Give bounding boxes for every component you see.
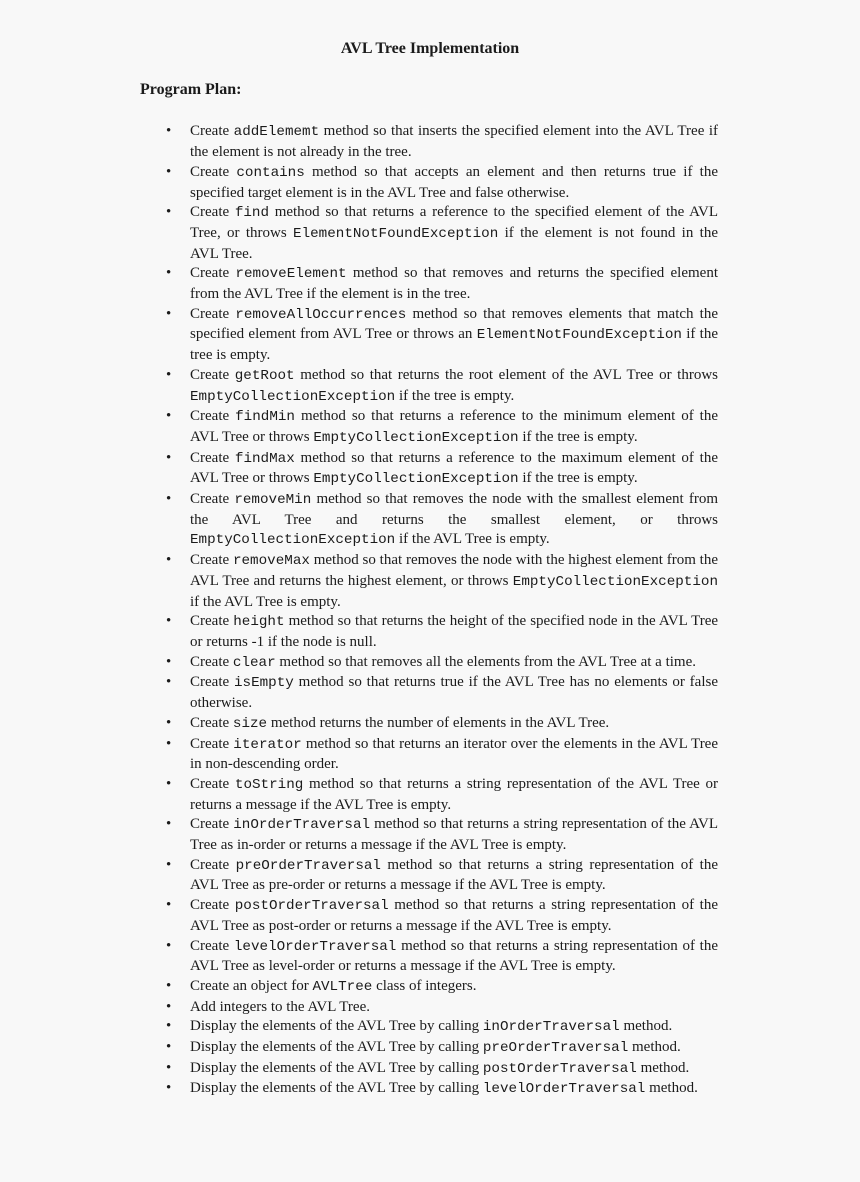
code-segment: removeMax (232, 553, 310, 570)
text-segment: method so that removes and returns the specified element from the AVL Tree if the element is in the tree. (190, 265, 719, 303)
code-segment: postOrderTraversal (234, 898, 389, 915)
text-segment: Create (190, 674, 234, 691)
code-segment: levelOrderTraversal (233, 938, 397, 955)
section-heading: Program Plan: (140, 80, 242, 98)
code-segment: ElementNotFoundException (293, 225, 499, 242)
text-segment: method. (619, 1018, 673, 1035)
text-segment: method so that returns a string representation of the AVL Tree as pre-order or returns a message if the AVL Tree is empty. (190, 856, 719, 894)
text-segment: method so that returns a string representation of the AVL Tree as level-order or returns a message if the AVL Tree is empty. (190, 937, 718, 975)
text-segment: method. (628, 1039, 681, 1056)
text-segment: if the tree is empty. (518, 470, 638, 487)
code-segment: EmptyCollectionException (313, 429, 519, 446)
code-segment: postOrderTraversal (482, 1060, 637, 1077)
code-segment: removeAllOccurrences (235, 306, 407, 323)
list-item (190, 305, 718, 366)
page-title: AVL Tree Implementation (340, 40, 520, 57)
text-segment: Create (190, 491, 235, 508)
list-item (190, 735, 718, 775)
list-item (190, 856, 718, 896)
list-item (190, 1059, 718, 1080)
text-segment: Create (190, 366, 235, 383)
list-item (190, 1079, 718, 1100)
text-segment: method so that returns an iterator over the elements in the AVL Tree in non-descending order. (190, 735, 719, 773)
code-segment: preOrderTraversal (235, 857, 381, 874)
program-plan-list (190, 122, 718, 1100)
text-segment: Create (190, 552, 233, 569)
text-segment: method so that returns the root element of the AVL Tree or throws (294, 366, 718, 383)
list-item (190, 998, 718, 1018)
text-segment: method so that returns the height of the specified node in the AVL Tree or returns -1 if the node is null. (190, 613, 719, 650)
code-segment: clear (232, 654, 276, 671)
list-item (190, 203, 718, 264)
code-segment: removeMin (234, 492, 312, 509)
code-segment: removeElement (235, 266, 347, 283)
text-segment: Create (190, 653, 233, 670)
text-segment: Display the elements of the AVL Tree by calling (190, 1018, 483, 1035)
list-item (190, 937, 718, 977)
text-segment: Create (190, 714, 233, 731)
text-segment: if the AVL Tree is empty. (190, 593, 341, 610)
text-segment: Create (190, 856, 236, 873)
code-segment: height (233, 614, 285, 631)
list-item (190, 122, 718, 162)
code-segment: inOrderTraversal (482, 1019, 620, 1036)
code-segment: size (232, 715, 268, 732)
code-segment: find (234, 205, 270, 222)
text-segment: Create (190, 816, 234, 833)
text-segment: class of integers. (372, 977, 477, 994)
text-segment: Create (190, 449, 235, 466)
code-segment: getRoot (234, 367, 295, 384)
code-segment: findMax (234, 450, 295, 467)
text-segment: Create (190, 123, 234, 140)
code-segment: levelOrderTraversal (482, 1081, 646, 1098)
text-segment: Create (190, 265, 236, 282)
text-segment: if the AVL Tree is empty. (395, 531, 550, 548)
text-segment: Create (190, 937, 234, 954)
list-item (190, 977, 718, 998)
list-item (190, 896, 718, 936)
text-segment: method so that removes the node with the smallest element from the AVL Tree and returns the smallest element, or throws (190, 491, 718, 528)
code-segment: AVLTree (312, 978, 373, 995)
code-segment: toString (234, 776, 304, 793)
text-segment: Display the elements of the AVL Tree by calling (190, 1039, 483, 1056)
text-segment: method so that returns true if the AVL Tree has no elements or false otherwise. (190, 674, 718, 712)
code-segment: iterator (233, 736, 302, 753)
text-segment: Display the elements of the AVL Tree by calling (190, 1080, 483, 1097)
list-item (190, 163, 718, 203)
text-segment: if the element is not found in the AVL Tree. (190, 224, 718, 262)
list-item (190, 815, 718, 855)
text-segment: method so that returns a reference to the maximum element of the AVL Tree or throws (190, 449, 718, 487)
text-segment: if the tree is empty. (518, 428, 638, 445)
text-segment: method so that returns a reference to the minimum element of the AVL Tree or throws (190, 408, 718, 445)
code-segment: EmptyCollectionException (190, 388, 396, 405)
list-item (190, 551, 718, 612)
code-segment: addElememt (233, 124, 320, 141)
list-item (190, 1038, 718, 1059)
text-segment: method so that returns a string representation of the AVL Tree as post-order or returns a message if the AVL Tree is empty. (190, 897, 718, 934)
text-segment: method so that returns a reference to the specified element of the AVL Tree, or throws (190, 204, 719, 241)
code-segment: preOrderTraversal (482, 1040, 629, 1057)
list-item (190, 775, 718, 815)
code-segment: contains (236, 164, 305, 181)
list-item (190, 407, 718, 448)
text-segment: method so that returns a string representation of the AVL Tree or returns a message if the AVL Tree is empty. (190, 775, 719, 813)
code-segment: ElementNotFoundException (476, 327, 682, 344)
list-item (190, 490, 718, 551)
text-segment: Create an object for (190, 977, 313, 994)
text-segment: method returns the number of elements in the AVL Tree. (267, 714, 610, 731)
code-segment: inOrderTraversal (233, 817, 371, 834)
code-segment: EmptyCollectionException (512, 573, 718, 590)
text-segment: method so that returns a string representation of the AVL Tree as in-order or returns a message if the AVL Tree is empty. (190, 816, 719, 854)
text-segment: method so that removes elements that match the specified element from AVL Tree or throws an (190, 305, 718, 343)
text-segment: method so that removes the node with the highest element from the AVL Tree and returns the highest element, or throws (190, 552, 719, 589)
list-item (190, 366, 718, 407)
text-segment: Create (190, 204, 235, 221)
code-segment: isEmpty (233, 675, 294, 692)
code-segment: findMin (235, 409, 295, 426)
code-segment: EmptyCollectionException (190, 532, 396, 549)
text-segment: Create (190, 305, 236, 322)
text-segment: Add integers to the AVL Tree. (190, 998, 370, 1015)
text-segment: Create (190, 775, 235, 792)
list-item (190, 449, 718, 490)
text-segment: Create (190, 163, 237, 180)
text-segment: if the tree is empty. (395, 387, 515, 404)
text-segment: Create (190, 735, 234, 752)
text-segment: Create (190, 613, 234, 630)
text-segment: method. (636, 1059, 690, 1076)
text-segment: method so that removes all the elements from the AVL Tree at a time. (275, 653, 696, 670)
text-segment: Create (190, 897, 235, 914)
list-item (190, 1017, 718, 1038)
list-item (190, 612, 718, 652)
list-item (190, 653, 718, 674)
text-segment: Display the elements of the AVL Tree by calling (190, 1059, 483, 1076)
code-segment: EmptyCollectionException (313, 471, 519, 488)
text-segment: method so that accepts an element and then returns true if the specified target element is in the AVL Tree and false otherwise. (190, 163, 719, 201)
text-segment: Create (190, 408, 236, 425)
list-item (190, 673, 718, 713)
list-item (190, 264, 718, 304)
text-segment: if the tree is empty. (190, 326, 718, 364)
text-segment: method so that inserts the specified element into the AVL Tree if the element is not already in the tree. (190, 123, 719, 161)
text-segment: method. (645, 1080, 698, 1097)
list-item (190, 714, 718, 735)
